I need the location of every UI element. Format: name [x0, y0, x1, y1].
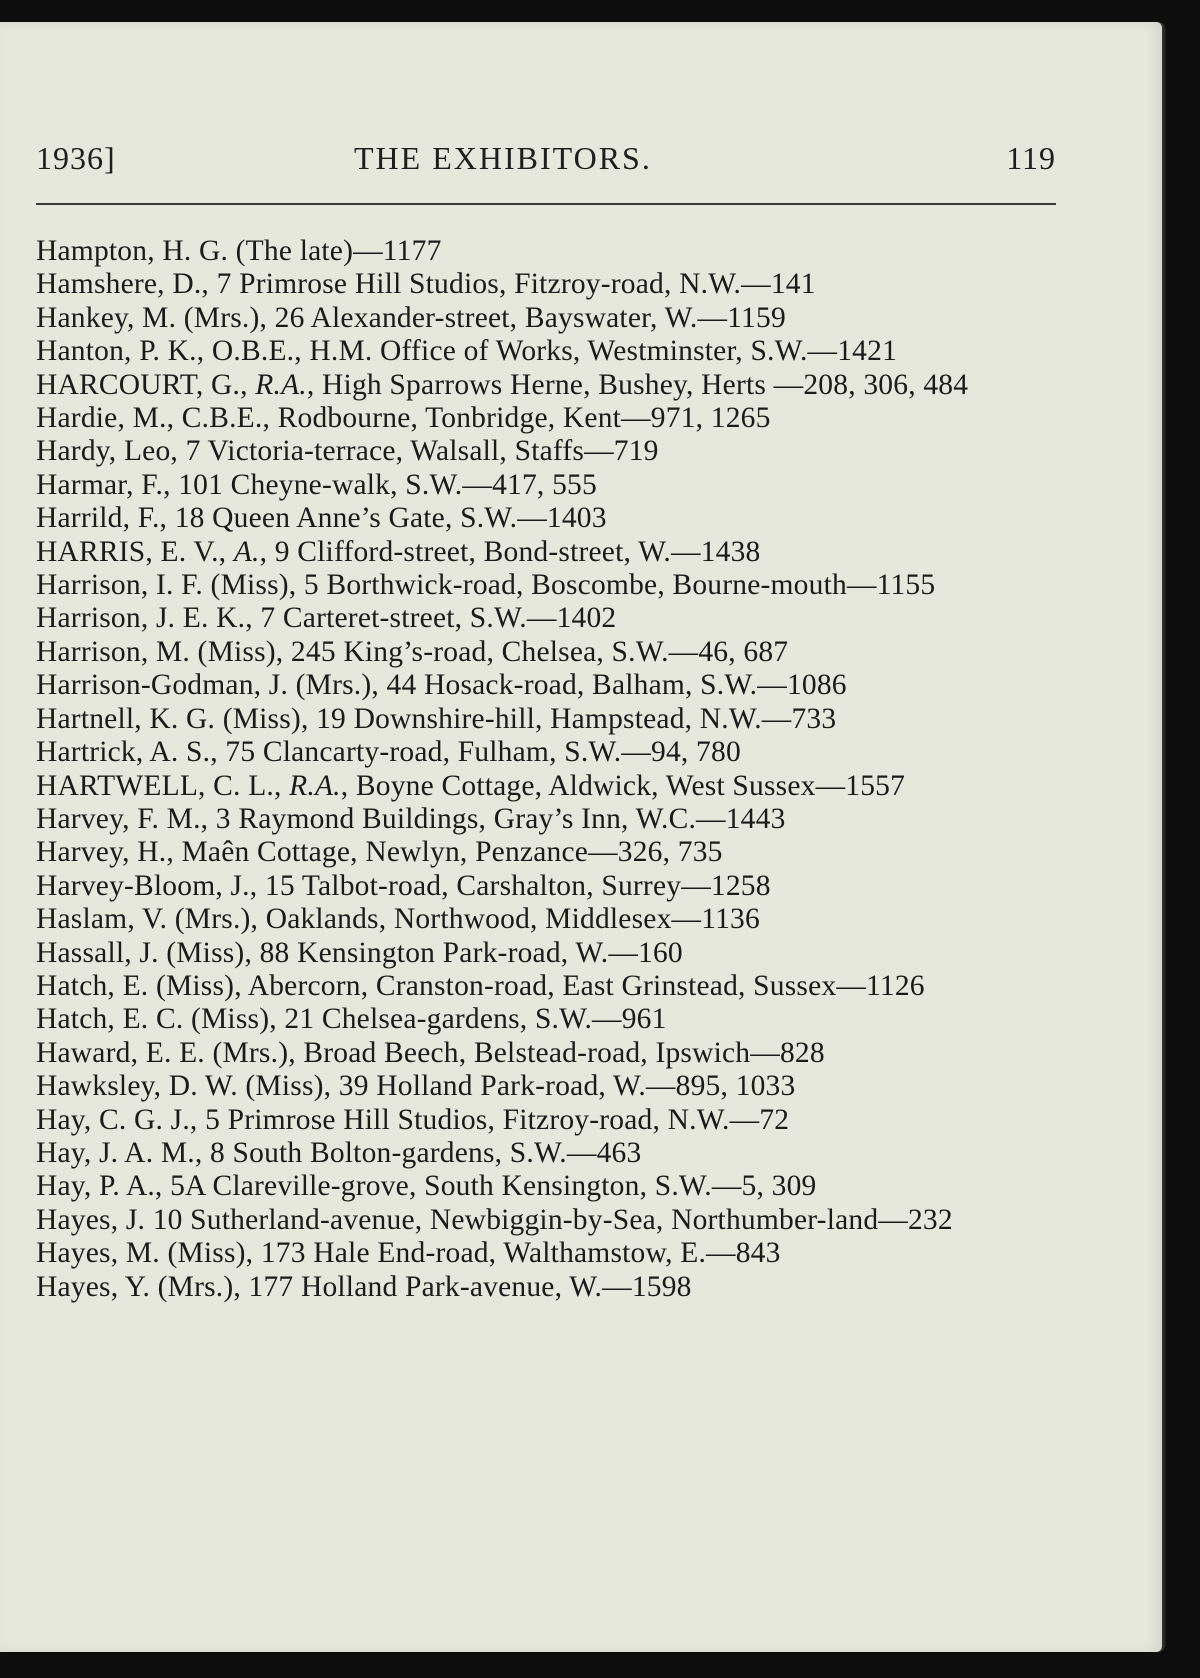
exhibitor-entry: Hatch, E. C. (Miss), 21 Chelsea-gardens, S.W.—961	[36, 1003, 667, 1036]
exhibitor-entry: Hamshere, D., 7 Primrose Hill Studios, Fitzroy-road, N.W.—141	[36, 268, 816, 301]
exhibitor-entry: Hay, P. A., 5A Clareville-grove, South Kensington, S.W.—5, 309	[36, 1170, 817, 1203]
exhibitor-entry: Hartnell, K. G. (Miss), 19 Downshire-hill, Hampstead, N.W.—733	[36, 702, 837, 735]
exhibitor-entry: Harrild, F., 18 Queen Anne’s Gate, S.W.—1403	[36, 502, 607, 535]
exhibitor-entry: Haward, E. E. (Mrs.), Broad Beech, Belstead-road, Ipswich—828	[36, 1036, 825, 1069]
exhibitor-entry: Hayes, M. (Miss), 173 Hale End-road, Walthamstow, E.—843	[36, 1237, 781, 1270]
exhibitor-entry: Hartrick, A. S., 75 Clancarty-road, Fulham, S.W.—94, 780	[36, 736, 741, 769]
exhibitor-entry: Hankey, M. (Mrs.), 26 Alexander-street, Bayswater, W.—1159	[36, 301, 786, 334]
exhibitor-entry: Hatch, E. (Miss), Abercorn, Cranston-road, East Grinstead, Sussex—1126	[36, 969, 925, 1002]
exhibitor-entry: Hay, J. A. M., 8 South Bolton-gardens, S.W.—463	[36, 1136, 642, 1169]
page-number: 119	[1006, 140, 1056, 176]
exhibitor-entry: Hardy, Leo, 7 Victoria-terrace, Walsall, Staffs—719	[36, 435, 659, 468]
exhibitor-entry: Harrison, J. E. K., 7 Carteret-street, S.W.—1402	[36, 602, 617, 635]
exhibitor-entry: Hampton, H. G. (The late)—1177	[36, 235, 442, 267]
exhibitor-entry: HARRIS, E. V., A., 9 Clifford-street, Bond-street, W.—1438	[36, 535, 761, 568]
header-title: THE EXHIBITORS.	[354, 140, 652, 176]
exhibitor-entry: Hanton, P. K., O.B.E., H.M. Office of Works, Westminster, S.W.—1421	[36, 335, 898, 368]
exhibitor-entry: Hay, C. G. J., 5 Primrose Hill Studios, Fitzroy-road, N.W.—72	[36, 1103, 790, 1136]
exhibitor-entry: HARTWELL, C. L., R.A., Boyne Cottage, Aldwick, West Sussex—1557	[36, 769, 906, 802]
exhibitor-entry: Hassall, J. (Miss), 88 Kensington Park-road, W.—160	[36, 936, 683, 969]
exhibitor-entry: Harrison, I. F. (Miss), 5 Borthwick-road, Boscombe, Bourne-mouth—1155	[36, 569, 936, 602]
exhibitor-entry: Hayes, J. 10 Sutherland-avenue, Newbiggin-by-Sea, Northumber-land—232	[36, 1203, 953, 1236]
exhibitor-entry: Harrison-Godman, J. (Mrs.), 44 Hosack-road, Balham, S.W.—1086	[36, 669, 847, 702]
exhibitor-list	[36, 235, 1058, 1304]
header-rule	[36, 203, 1056, 205]
exhibitor-entry: HARCOURT, G., R.A., High Sparrows Herne, Bushey, Herts —208, 306, 484	[36, 368, 969, 401]
exhibitor-entry: Harvey-Bloom, J., 15 Talbot-road, Carshalton, Surrey—1258	[36, 869, 771, 902]
exhibitor-entry: Harmar, F., 101 Cheyne-walk, S.W.—417, 555	[36, 468, 597, 501]
exhibitor-entry: Harvey, H., Maên Cottage, Newlyn, Penzance—326, 735	[36, 836, 723, 869]
exhibitor-entry: Hayes, Y. (Mrs.), 177 Holland Park-avenue, W.—1598	[36, 1270, 692, 1303]
exhibitor-entry: Haslam, V. (Mrs.), Oaklands, Northwood, Middlesex—1136	[36, 903, 760, 936]
exhibitor-entry: Harvey, F. M., 3 Raymond Buildings, Gray’s Inn, W.C.—1443	[36, 802, 786, 835]
exhibitor-entry: Hardie, M., C.B.E., Rodbourne, Tonbridge, Kent—971, 1265	[36, 402, 771, 435]
exhibitor-entry: Harrison, M. (Miss), 245 King’s-road, Chelsea, S.W.—46, 687	[36, 635, 789, 668]
running-header	[36, 140, 1056, 198]
header-year: 1936]	[36, 140, 116, 176]
exhibitor-entry: Hawksley, D. W. (Miss), 39 Holland Park-road, W.—895, 1033	[36, 1070, 796, 1103]
